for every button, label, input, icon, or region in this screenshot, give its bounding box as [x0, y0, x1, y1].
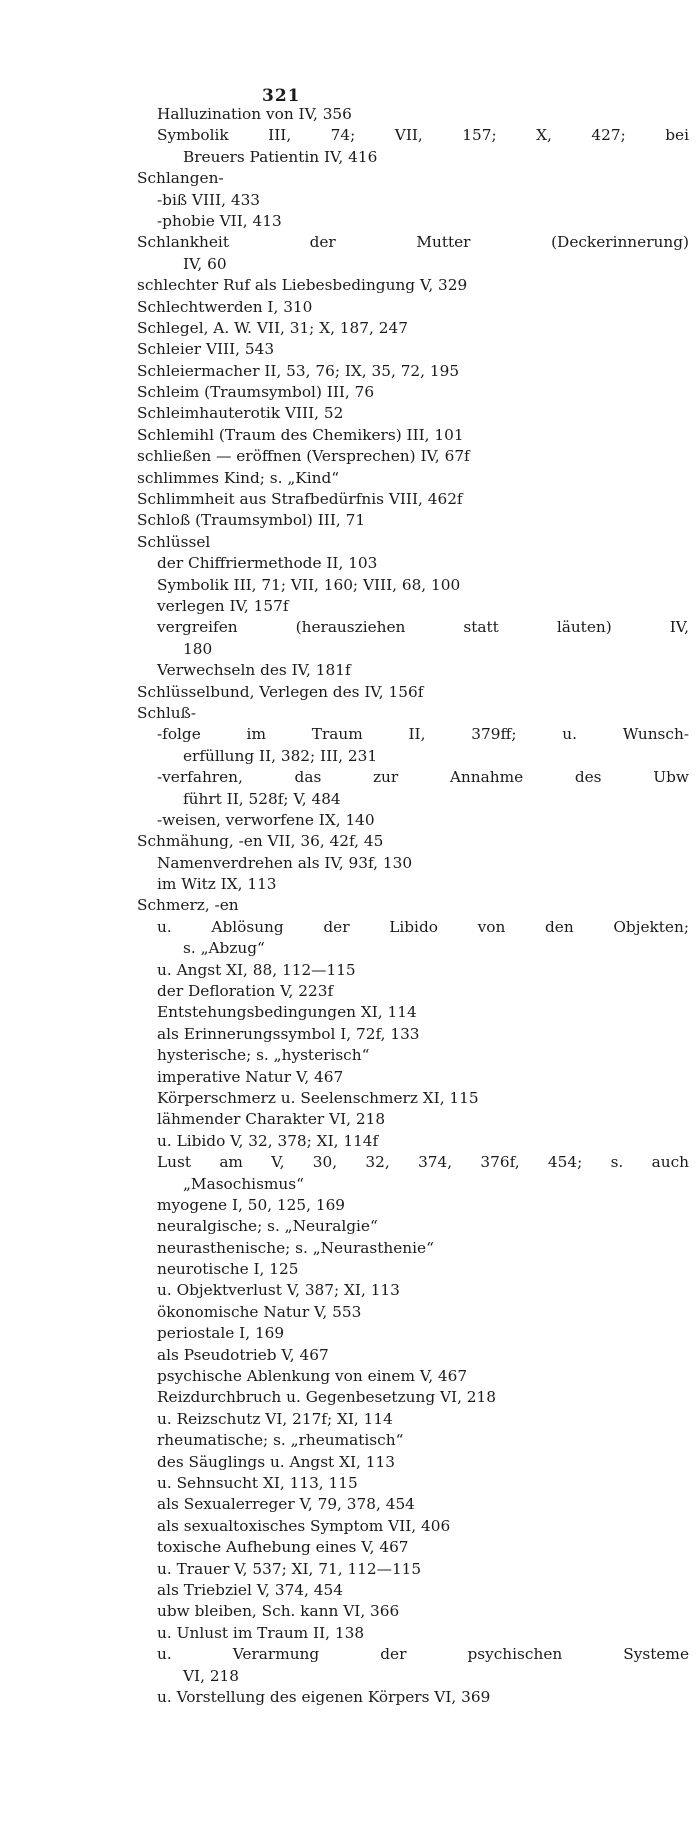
index-entry: schlechter Ruf als Liebesbedingung V, 329 — [137, 276, 468, 295]
index-subentry: rheumatische; s. „rheumatisch“ — [157, 1431, 404, 1450]
index-entry: Schleier VIII, 543 — [137, 340, 275, 359]
index-entry: Schlimmheit aus Strafbedürfnis VIII, 462f — [137, 490, 463, 509]
index-subentry: psychische Ablenkung von einem V, 467 — [157, 1367, 468, 1386]
index-entry: Schmerz, -en — [137, 896, 239, 915]
index-subentry: ubw bleiben, Sch. kann VI, 366 — [157, 1602, 400, 1621]
index-subentry: neurotische I, 125 — [157, 1260, 299, 1279]
index-subentry: u. Reizschutz VI, 217f; XI, 114 — [157, 1409, 393, 1428]
index-subentry: neuralgische; s. „Neuralgie“ — [157, 1217, 378, 1236]
index-subentry: periostale I, 169 — [157, 1324, 285, 1343]
index-subentry: als Erinnerungssymbol I, 72f, 133 — [157, 1024, 420, 1043]
index-subentry: -weisen, verworfene IX, 140 — [157, 810, 375, 829]
index-subentry: „Masochismus“ — [183, 1174, 304, 1193]
index-subentry: lähmender Charakter VI, 218 — [157, 1110, 386, 1129]
index-subentry: Entstehungsbedingungen XI, 114 — [157, 1003, 417, 1022]
index-entry: Schlüssel — [137, 532, 211, 551]
index-subentry: s. „Abzug“ — [183, 939, 265, 958]
page-number: 321 — [262, 86, 301, 106]
index-subentry: u. Trauer V, 537; XI, 71, 112—115 — [157, 1559, 422, 1578]
index-subentry: myogene I, 50, 125, 169 — [157, 1195, 346, 1214]
index-subentry: -biß VIII, 433 — [157, 190, 261, 209]
index-subentry: hysterische; s. „hysterisch“ — [157, 1046, 370, 1065]
index-subentry: vergreifen (herausziehen statt läuten) IV, — [157, 618, 689, 637]
index-subentry: Breuers Patientin IV, 416 — [183, 147, 378, 166]
index-subentry: neurasthenische; s. „Neurasthenie“ — [157, 1238, 434, 1257]
index-subentry: u. Ablösung der Libido von den Objekten; — [157, 917, 689, 936]
index-entry: Schlüsselbund, Verlegen des IV, 156f — [137, 682, 424, 701]
index-subentry: als Pseudotrieb V, 467 — [157, 1345, 329, 1364]
index-subentry: Reizdurchbruch u. Gegenbesetzung VI, 218 — [157, 1388, 497, 1407]
index-subentry: erfüllung II, 382; III, 231 — [183, 746, 378, 765]
index-subentry: u. Verarmung der psychischen Systeme — [157, 1645, 689, 1664]
index-subentry: u. Libido V, 32, 378; XI, 114f — [157, 1131, 379, 1150]
index-entry: Schlankheit der Mutter (Deckerinnerung) — [137, 233, 689, 252]
index-entry: Schluß- — [137, 703, 197, 722]
index-entry: Schleimhauterotik VIII, 52 — [137, 404, 344, 423]
index-subentry: -folge im Traum II, 379ff; u. Wunsch- — [157, 725, 689, 744]
index-subentry: Körperschmerz u. Seelenschmerz XI, 115 — [157, 1088, 479, 1107]
index-entries — [137, 104, 689, 1708]
index-subentry: der Defloration V, 223f — [157, 982, 334, 1001]
index-subentry: Symbolik III, 74; VII, 157; X, 427; bei — [157, 126, 689, 145]
index-subentry: 180 — [183, 639, 213, 658]
index-subentry: u. Objektverlust V, 387; XI, 113 — [157, 1281, 400, 1300]
index-entry: Schmähung, -en VII, 36, 42f, 45 — [137, 832, 384, 851]
index-subentry: führt II, 528f; V, 484 — [183, 789, 341, 808]
index-subentry: Verwechseln des IV, 181f — [157, 661, 351, 680]
index-subentry: der Chiffriermethode II, 103 — [157, 554, 378, 573]
index-subentry: u. Unlust im Traum II, 138 — [157, 1623, 365, 1642]
index-subentry: u. Vorstellung des eigenen Körpers VI, 369 — [157, 1687, 491, 1706]
index-entry: Schloß (Traumsymbol) III, 71 — [137, 511, 366, 530]
index-subentry: Halluzination von IV, 356 — [157, 105, 352, 123]
index-subentry: VI, 218 — [183, 1666, 240, 1685]
index-subentry: imperative Natur V, 467 — [157, 1067, 344, 1086]
index-subentry: -verfahren, das zur Annahme des Ubw — [157, 768, 689, 787]
index-subentry: Symbolik III, 71; VII, 160; VIII, 68, 100 — [157, 575, 461, 594]
index-subentry: -phobie VII, 413 — [157, 211, 282, 230]
index-entry: Schleiermacher II, 53, 76; IX, 35, 72, 195 — [137, 361, 460, 380]
index-subentry: IV, 60 — [183, 254, 227, 273]
index-entry: Schlemihl (Traum des Chemikers) III, 101 — [137, 425, 464, 444]
index-subentry: des Säuglings u. Angst XI, 113 — [157, 1452, 395, 1471]
index-subentry: im Witz IX, 113 — [157, 875, 277, 894]
index-subentry: toxische Aufhebung eines V, 467 — [157, 1538, 409, 1557]
index-entry: Schlangen- — [137, 169, 224, 188]
index-subentry: u. Sehnsucht XI, 113, 115 — [157, 1474, 358, 1492]
index-subentry: als Triebziel V, 374, 454 — [157, 1580, 343, 1599]
index-entry: Schlegel, A. W. VII, 31; X, 187, 247 — [137, 318, 408, 337]
index-subentry: ökonomische Natur V, 553 — [157, 1302, 362, 1321]
index-entry: Schlechtwerden I, 310 — [137, 297, 313, 316]
index-subentry: verlegen IV, 157f — [157, 596, 289, 615]
index-entry: schließen — eröffnen (Versprechen) IV, 67f — [137, 447, 470, 466]
index-entry: schlimmes Kind; s. „Kind“ — [137, 468, 340, 487]
index-subentry: Namenverdrehen als IV, 93f, 130 — [157, 853, 413, 872]
index-entry: Schleim (Traumsymbol) III, 76 — [137, 383, 375, 402]
index-subentry: Lust am V, 30, 32, 374, 376f, 454; s. auch — [157, 1153, 689, 1172]
index-subentry: als sexualtoxisches Symptom VII, 406 — [157, 1516, 451, 1535]
index-subentry: u. Angst XI, 88, 112—115 — [157, 960, 356, 979]
index-subentry: als Sexualerreger V, 79, 378, 454 — [157, 1495, 415, 1514]
